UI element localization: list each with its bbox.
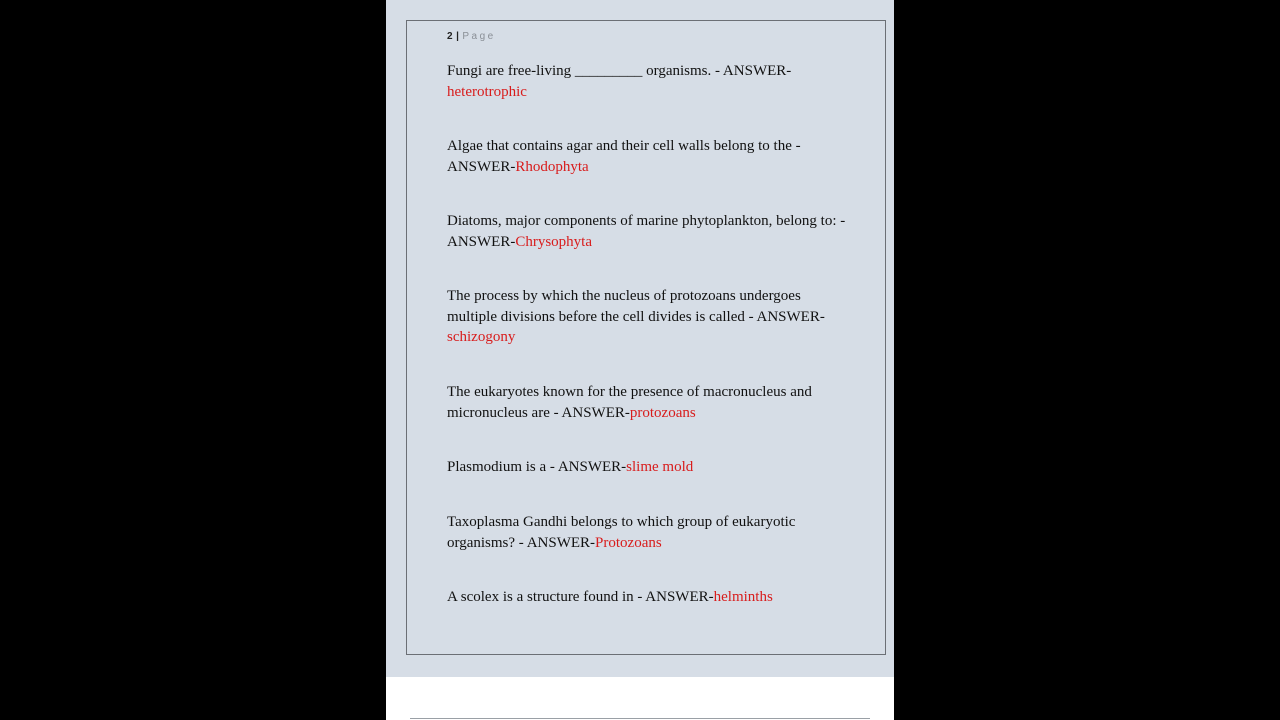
next-page-preview bbox=[386, 677, 894, 720]
page-separator: | bbox=[456, 31, 460, 42]
answer-text: Protozoans bbox=[595, 534, 662, 551]
question-text: The eukaryotes known for the presence of macronucleus and micronucleus are - ANSWER- bbox=[447, 384, 812, 421]
qa-item bbox=[447, 211, 867, 252]
answer-text: schizogony bbox=[447, 329, 516, 345]
qa-item bbox=[447, 286, 842, 348]
question-text: Fungi are free-living _________ organisms. - ANSWER- bbox=[447, 63, 792, 79]
qa-item bbox=[447, 457, 857, 478]
question-text: Taxoplasma Gandhi belongs to which group of eukaryotic organisms? - ANSWER- bbox=[447, 514, 796, 551]
answer-text: Chrysophyta bbox=[515, 233, 592, 250]
page-label: Page bbox=[462, 31, 496, 42]
page-number-header bbox=[447, 31, 496, 42]
qa-item bbox=[447, 136, 857, 177]
answer-text: slime mold bbox=[626, 459, 694, 475]
page-number: 2 bbox=[447, 31, 454, 42]
answer-text: protozoans bbox=[629, 404, 696, 421]
qa-item bbox=[447, 512, 827, 553]
question-text: Diatoms, major components of marine phytoplankton, belong to: - ANSWER- bbox=[447, 213, 846, 250]
answer-text: heterotrophic bbox=[447, 83, 527, 100]
qa-item bbox=[447, 382, 832, 423]
question-text: Plasmodium is a - ANSWER- bbox=[447, 459, 627, 475]
question-text: A scolex is a structure found in - ANSWER- bbox=[447, 589, 714, 605]
qa-item bbox=[447, 587, 857, 608]
answer-text: helminths bbox=[713, 589, 773, 605]
next-page-rule bbox=[410, 718, 870, 719]
qa-item bbox=[447, 61, 857, 102]
question-text: The process by which the nucleus of protozoans undergoes multiple divisions before the cell divides is called - ANSWER- bbox=[447, 288, 825, 325]
answer-text: Rhodophyta bbox=[515, 158, 589, 175]
question-text: Algae that contains agar and their cell walls belong to the - ANSWER- bbox=[447, 138, 801, 175]
